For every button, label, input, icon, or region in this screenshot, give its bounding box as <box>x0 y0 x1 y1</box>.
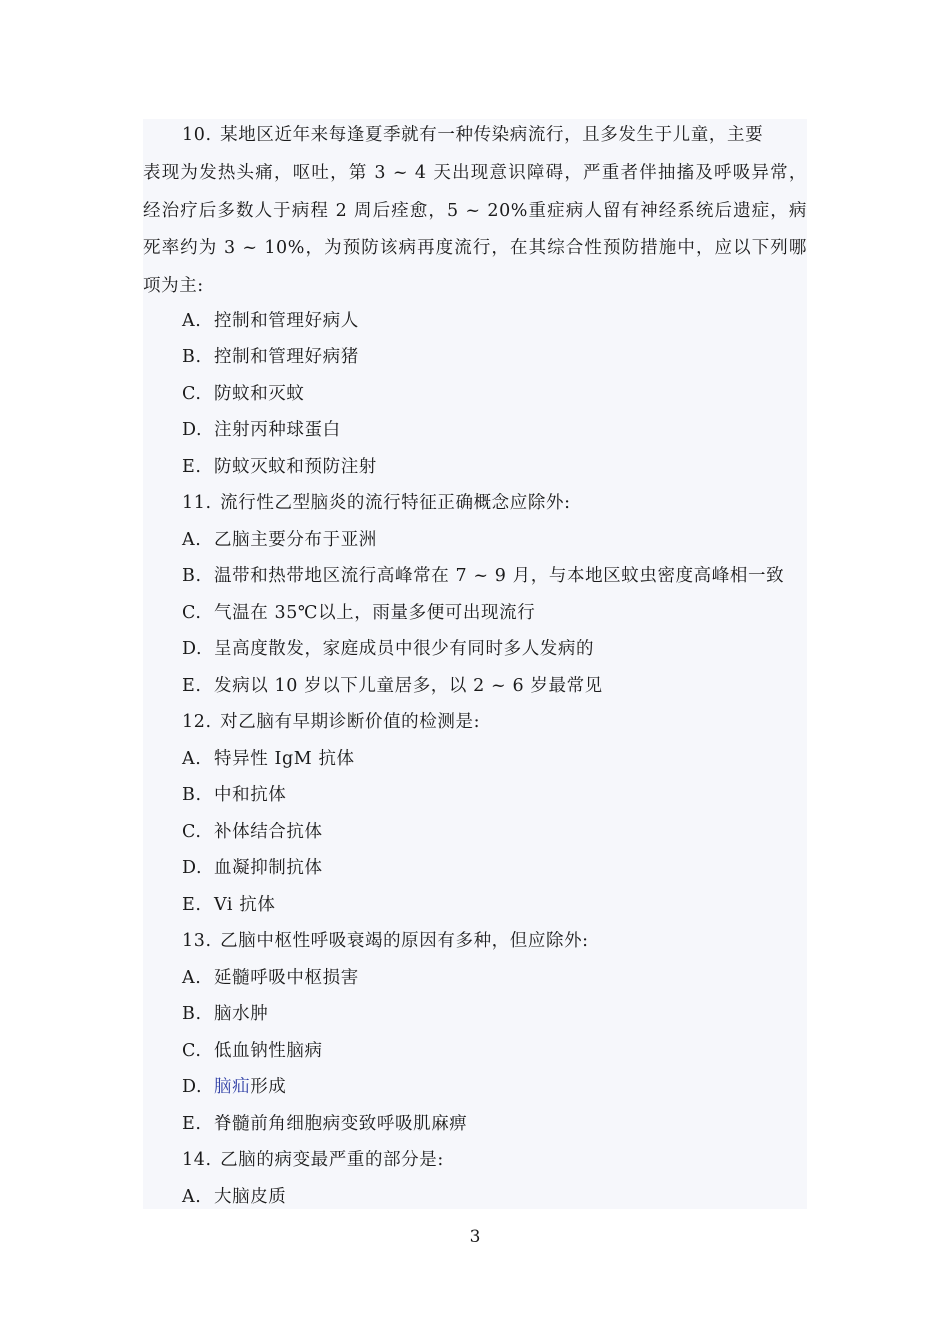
option-letter: E. <box>182 457 202 477</box>
question-10-line-3: 经治疗后多数人于病程 2 周后痊愈，5 ~ 20%重症病人留有神经系统后遗症，病 <box>143 201 807 221</box>
option-text: 脊髓前角细胞病变致呼吸肌麻痹 <box>214 1114 468 1134</box>
option-text: 特异性 IgM 抗体 <box>214 749 355 769</box>
option-letter: D. <box>182 1077 203 1097</box>
option-letter: D. <box>182 639 203 659</box>
option-item[interactable] <box>182 1002 268 1026</box>
option-item[interactable] <box>182 382 305 406</box>
option-text: 形成 <box>250 1077 287 1097</box>
option-item[interactable] <box>182 455 377 479</box>
option-text: 大脑皮质 <box>214 1187 287 1207</box>
option-item[interactable] <box>182 637 594 661</box>
question-text: 流行性乙型脑炎的流行特征正确概念应除外: <box>220 493 571 513</box>
option-item[interactable] <box>182 674 603 698</box>
option-item[interactable] <box>182 345 359 369</box>
option-text: 防蚊灭蚊和预防注射 <box>214 457 377 477</box>
option-letter: B. <box>182 785 202 805</box>
option-item[interactable] <box>182 1112 467 1136</box>
question-10-line-5: 项为主: <box>143 276 204 296</box>
option-item[interactable] <box>182 528 377 552</box>
question-11 <box>182 491 571 515</box>
question-number: 11. <box>182 493 212 513</box>
option-text: 低血钠性脑病 <box>214 1041 323 1061</box>
page-number: 3 <box>469 1227 481 1247</box>
question-number: 14. <box>182 1150 212 1170</box>
option-item[interactable] <box>182 783 286 807</box>
option-letter: A. <box>182 311 202 331</box>
option-item[interactable] <box>182 820 323 844</box>
question-text: 乙脑中枢性呼吸衰竭的原因有多种，但应除外: <box>220 931 589 951</box>
option-item[interactable] <box>182 747 355 771</box>
option-letter: B. <box>182 347 202 367</box>
option-item[interactable] <box>182 856 323 880</box>
question-text: 乙脑的病变最严重的部分是: <box>220 1150 444 1170</box>
option-letter: E. <box>182 895 202 915</box>
option-letter: A. <box>182 530 202 550</box>
option-letter: C. <box>182 822 202 842</box>
option-text: 温带和热带地区流行高峰常在 7 ~ 9 月，与本地区蚊虫密度高峰相一致 <box>214 566 785 586</box>
option-item[interactable] <box>182 893 276 917</box>
option-letter: D. <box>182 858 203 878</box>
option-letter: E. <box>182 1114 202 1134</box>
option-text: 防蚊和灭蚊 <box>214 384 305 404</box>
question-12 <box>182 710 480 734</box>
option-text: 控制和管理好病猪 <box>214 347 359 367</box>
option-text: 中和抗体 <box>214 785 287 805</box>
question-number: 12. <box>182 712 212 732</box>
option-item[interactable] <box>182 564 784 588</box>
option-letter: C. <box>182 1041 202 1061</box>
question-text: 对乙脑有早期诊断价值的检测是: <box>220 712 481 732</box>
option-text: 血凝抑制抗体 <box>214 858 323 878</box>
question-10-line-2: 表现为发热头痛，呕吐，第 3 ~ 4 天出现意识障碍，严重者伴抽搐及呼吸异常， <box>143 163 807 183</box>
option-text: 呈高度散发，家庭成员中很少有同时多人发病的 <box>214 639 595 659</box>
option-letter: B. <box>182 1004 202 1024</box>
option-letter: A. <box>182 968 202 988</box>
brain-hernia-link[interactable]: 脑疝 <box>214 1077 251 1097</box>
question-14 <box>182 1148 444 1172</box>
option-text: 补体结合抗体 <box>214 822 323 842</box>
question-number: 13. <box>182 931 212 951</box>
option-item[interactable] <box>182 309 359 333</box>
option-text: 延髓呼吸中枢损害 <box>214 968 359 988</box>
option-item[interactable] <box>182 1039 323 1063</box>
question-content-block <box>143 119 807 1209</box>
option-item[interactable] <box>182 1185 286 1209</box>
option-letter: E. <box>182 676 202 696</box>
option-text: 注射丙种球蛋白 <box>214 420 341 440</box>
question-10-line-4: 死率约为 3 ~ 10%，为预防该病再度流行，在其综合性预防措施中，应以下列哪 <box>143 238 807 258</box>
option-text: 发病以 10 岁以下儿童居多，以 2 ~ 6 岁最常见 <box>214 676 603 696</box>
option-text: 气温在 35℃以上，雨量多便可出现流行 <box>214 603 536 623</box>
question-number: 10. <box>182 125 212 145</box>
option-letter: C. <box>182 603 202 623</box>
option-text: Vi 抗体 <box>214 895 276 915</box>
option-letter: A. <box>182 1187 202 1207</box>
option-letter: A. <box>182 749 202 769</box>
option-item[interactable] <box>182 1075 286 1099</box>
option-item[interactable] <box>182 601 535 625</box>
option-text: 脑水肿 <box>214 1004 269 1024</box>
option-letter: C. <box>182 384 202 404</box>
option-letter: B. <box>182 566 202 586</box>
option-text: 乙脑主要分布于亚洲 <box>214 530 377 550</box>
question-13 <box>182 929 589 953</box>
option-item[interactable] <box>182 418 341 442</box>
question-10-line-1 <box>182 123 763 147</box>
option-text: 控制和管理好病人 <box>214 311 359 331</box>
option-letter: D. <box>182 420 203 440</box>
option-item[interactable] <box>182 966 359 990</box>
question-10-text: 某地区近年来每逢夏季就有一种传染病流行，且多发生于儿童，主要 <box>220 125 764 145</box>
